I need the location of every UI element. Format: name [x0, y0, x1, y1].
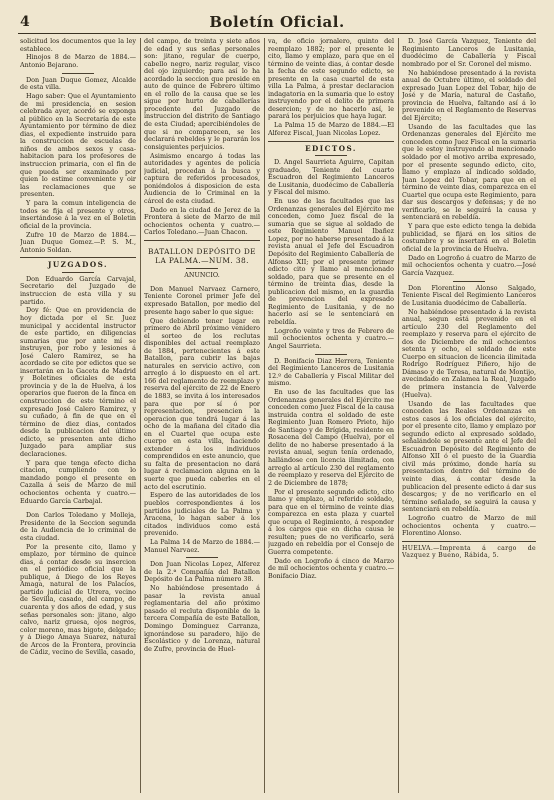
- signature-line: La Palma 15 de Marzo de 1884.—El Alferez Fiscal, Juan Nicolas Lopez.: [268, 121, 394, 137]
- page-title: Boletín Oficial.: [209, 13, 345, 31]
- notice-heading: Don Manuel Narvaez Carnero, Teniente Coronel primer Jefe del expresado Batallon, por medio del presente hago saber lo que sigue:: [144, 284, 260, 316]
- paragraph: No habiéndose presentado á la revista anual de Octubre último, el soldado del expresado Juan Lopez del Tobar, hijo de José y de María, natural de Castaño, provincia de Huelva, faltando así á lo prevenido en el Reglamento de Reservas del Ejército;: [402, 68, 536, 122]
- paragraph: va, de oficio jornalero, quinto del reemplazo 1882; por el presente le cito, llamo y emplazo, para que en el término de veinte dias, á contar desde la fecha de este segundo edicto, se presente en la casa cuartel de esta villa La Palma, á prestar declaracion indagatoria en la sumaria que lo estoy instruyendo por el delito de primera desercion; y de no hacerlo así, le parará los perjuicios que haya lugar.: [268, 38, 394, 121]
- signature-line: La Palma 14 de Marzo de 1884.—Manuel Narvaez.: [144, 538, 260, 554]
- section-rule: [186, 557, 218, 558]
- signature-line: Logroño cuatro de Marzo de mil ochocientos ochenta y cuatro.—Florentino Alonso.: [402, 514, 536, 538]
- announcement-title: ANUNCIO.: [184, 271, 220, 279]
- notice-heading: Don Eduardo García Carvajal, Secretario del Juzgado de instruccion de esta villa y su partido.: [20, 274, 136, 306]
- section-heading-batallon: BATALLON DEPÓSITO DE LA PALMA.—NUM. 38.: [148, 247, 256, 265]
- paragraph: Y para que este edicto tenga la debida publicidad, se fijará en los sitios de costumbre y se insertará en el Boletin oficial de la provincia de Huelva.: [402, 222, 536, 253]
- section-rule: [62, 508, 94, 509]
- section-rule: [268, 141, 394, 142]
- paragraph: No habiéndose presentado á pasar la revista anual reglamentaria del año próximo pasado el recluta disponible de la tercera Compañía de este Batallon, Domingo Dominguez Carranza, ignorándose su paradero, hijo de Escolástico y de Lorenza, natural de Zufre, provincia de Huel-: [144, 584, 260, 653]
- section-rule: [62, 272, 94, 273]
- paragraph: Doy fé: Que en providencia de hoy dictada por el Sr. Juez municipal y accidental instructor de este partido, en diligencias sumarias que por ante mí se instruyen, por robo y lesiones á José Calero Ramirez, se ha acordado se cite por edictos que se insertarán en la Gaceta de Madrid y Boletines oficiales de esta provincia y de la de Huelva, á los operarios que fueron de la finca en construccion de este término el expresado José Calero Ramirez, y su cuñado, á fin de que en el término de diez dias, contados desde la publicacion del último edicto, se presenten ante dicho Juzgado para ampliar sus declaraciones.: [20, 306, 136, 458]
- paragraph: En uso de las facultades que las Ordenanzas generales del Ejército me conceden como Juez Fiscal de la causa instruida contra el soldado de este Regimiento Juan Romero Prieto, hijo de Santiago y de Brígida, residente en Rosacena del Campo (Huelva), por el delito de no haberse presentado á la revista anual, segun tenía ordenado, hallándose con licencia ilimitada, con arreglo al artículo 230 del reglamento de reemplazo y reserva del Ejército de 2 de Diciembre de 1878;: [268, 388, 394, 487]
- signature-line: Dado en Logroño á cuatro de Marzo de mil ochocientos ochenta y cuatro.—José García Vazquez.: [402, 253, 536, 277]
- section-rule: [186, 268, 218, 269]
- paragraph: Usando de las facultades que las Ordenanzas generales del Ejército me conceden como Juez Fiscal en la sumaria que le estoy instruyendo al mencionado soldado por el motivo arriba expresado, por el presente segundo edicto, cito, llamo y emplazo al indicado soldado, Juan Lopez del Tobar, para que en el término de veinte dias, comparezca en el Cuartel que ocupa este Regimiento, para dar sus descargos y defensas; y de no verificarlo, se le seguirá la causa y sentenciará en rebeldía.: [402, 122, 536, 222]
- paragraph: En uso de las facultades que las Ordenanzas generales del Ejército me conceden, como Juez fiscal de la sumaria que se sigue al soldado de este Regimiento Manuel Ibañez Lopez, por no haberse presentado á la revista anual el Jefe del Escuadron Depósito del Regimiento Caballería de Alfonso XII; por el presente primer edicto cito y llamo al mencionado soldado, para que se presente en el término de treinta dias, desde la publicacion del mismo, en la guardia de prevencion del expresado Regimiento de Lusitania, y de no hacerlo así se le sentenciará en rebeldía.: [268, 197, 394, 326]
- paragraph: Por la presente cito, llamo y emplazo, por término de quince dias, á contar desde su insercion en el periódico oficial que la publique, á Diego de los Reyes Amaga, natural de los Palacios, partido judicial de Utrera, vecino de Sevilla, casado, del campo, de cuarenta y dos años de edad, y sus señas personales son: jitano, algo calvo, nariz gruesa, ojos negros, color moreno, mas bigote, delgado; y á Diego Amaya Suarez, natural de Arcos de la Frontera, provincia de Cádiz, vecino de Sevilla, casado,: [20, 542, 136, 657]
- signature-line: Hinojos 8 de Marzo de 1884.—Antonio Bejarano.: [20, 53, 136, 70]
- section-rule: [62, 73, 94, 74]
- notice-heading: D. Angel Saurrieta Aguirre, Capitan graduado, Teniente del cuarto Escuadron del Regimiento Lanceros de Lusitania, duodécimo de Caballería y Fiscal del mismo.: [268, 158, 394, 197]
- signature-line: Logroño veinte y tres de Febrero de mil ochocientos ochenta y cuatro.—Angel Saurrieta.: [268, 326, 394, 350]
- section-rule: [20, 257, 136, 258]
- column-divider: [264, 38, 265, 793]
- paragraph: Y para que tenga efecto dicha citacion, cumpliendo con lo mandado pongo el presente en Cazalla á seis de Marzo de mil ochocientos ochenta y cuatro.—Eduardo García Carbajal.: [20, 458, 136, 505]
- paragraph: Que debiendo tener lugar en primero de Abril próximo venidero el sorteo de los reclutas disponibles del actual reemplazo de 1884, pertenecientes á este Batallon, para cubrir las bajas naturales en servicio activo, con arreglo á lo dispuesto en el art. 166 del reglamento de reemplazo y reserva del ejército de 22 de Enero de 1883, se invita á los interesados para que por sí ó por representacion, presencien la operacion que tendrá lugar á las ocho de la mañana del citado dia en el Cuartel que ocupa este cuerpo en esta villa, haciendo extender á los individuos comprendidos en este anuncio, que su falta de presentacion no dará lugar á reclamacion alguna en la suerte que pueda caberles en el acto del escrutinio.: [144, 316, 260, 491]
- section-rule: [402, 541, 536, 542]
- section-heading-juzgados: JUZGADOS.: [47, 260, 109, 270]
- paragraph: del campo, de treinta y siete años de edad y sus señas personales son: jitano, regular de cuerpo, cabello negro, nariz regular, visco del ojo izquierdo; para así lo ha acordado la seccion que preside en auto de quince de Febrero último en el rollo de la causa que se les sigue por hurto de caballerías procedente del Juzgado de instruccion del distrito de Santiago de esta Ciudad; apercibiéndoles de que si no comparecen, se les declarará rebeldes y le pararán los consiguientes perjuicios.: [144, 38, 260, 151]
- section-heading-edictos: EDICTOS.: [305, 143, 357, 153]
- header-rule: [18, 33, 536, 34]
- section-rule: [144, 240, 260, 241]
- paragraph: solicitud los documentos que la ley establece.: [20, 38, 136, 53]
- signature-line: Zufre 10 de Marzo de 1884.—Juan Duque Gomez.—P. S. M., Antonio Soldan.: [20, 230, 136, 254]
- section-rule: [315, 354, 347, 355]
- page-number: 4: [20, 14, 30, 30]
- notice-heading: Don Carlos Toledano y Molleja, Presidente de la Seccion segunda de la Audiencia de lo criminal de esta ciudad.: [20, 511, 136, 542]
- notice-heading: D. Bonifacio Diaz Herrera, Teniente del Regimiento Lanceros de Lusitania 12.º de Caballería y Fiscal Militar del mismo.: [268, 356, 394, 388]
- printer-imprint: HUELVA.—Imprenta á cargo de Vazquez y Bueno, Rábida, 5.: [402, 544, 536, 560]
- paragraph: No habiéndose presentado á la revista anual, segun está prevenido en el artículo 230 del Reglamento del reemplazo y reserva para el ejército de dos de Diciembre de mil ochocientos setenta y ocho, el soldado de este Cuerpo en situacion de licencia ilimitada Rodrigo Rodríguez Piñero, hijo de Dámaso y de Teresa, natural de Montijo, avecindado en Zalamea la Real, Juzgado de primera instancia de Valverde (Huelva).: [402, 307, 536, 399]
- column-divider: [140, 38, 141, 793]
- column-2: [144, 38, 260, 790]
- column-divider: [398, 38, 399, 793]
- column-4: [402, 38, 536, 790]
- paragraph: Por el presente segundo edicto, cito llamo y emplazo, al referido soldado, para que en el término de veinte dias comparezca en esta plaza y cuartel que ocupa el Regimiento, á responder á los cargos que en dicha causa le resulten; pues de no verificarlo, será juzgado en rebeldía por el Consejo de Guerra competente.: [268, 487, 394, 556]
- paragraph: Y para la comun inteligencia de todos se fija el presente y otros, insertándose á la vez en el Boletin oficial de la provincia.: [20, 199, 136, 230]
- paragraph: Espero de las autoridades de los pueblos correspondientes á los partidos judiciales de La Palma y Aracena, lo hagan saber á los citados individuos como está prevenido.: [144, 491, 260, 538]
- signature-line: Dado en Logroño á cinco de Marzo de mil ochocientos ochenta y cuatro.—Bonifacio Diaz.: [268, 556, 394, 580]
- paragraph: Asimismo encargo á todas las autoridades y agentes de policía judicial, procedan á la busca y captura de referidos procesados, poniéndolos á disposicion de esta Audiencia de lo Criminal en la cárcel de esta ciudad.: [144, 151, 260, 205]
- notice-heading: D. José García Vazquez, Teniente del Regimiento Lanceros de Lusitania, duodécimo de Caballería y Fiscal nombrado por el Sr. Coronel del mismo.: [402, 38, 536, 68]
- notice-heading: Don Florentino Alonso Salgado, Teniente Fiscal del Regimiento Lanceros de Lusitania duodécimo de Caballería.: [402, 283, 536, 307]
- column-3: [268, 38, 394, 790]
- column-1: [20, 38, 136, 790]
- paragraph: Hago saber: Que el Ayuntamiento de mi presidencia, en sesion celebrada ayer, acordó se exponga al público en la Secretaría de este Ayuntamiento por término de diez dias, el expediente instruido para la construccion de escuelas de niños de ambos sexos y casa-habitacion para los profesores de instruccion primaria, con el fin de que pueda ser examinado por quien lo estime conveniente y oir las reclamaciones que se presenten.: [20, 92, 136, 199]
- notice-heading: Don Juan Nicolas Lopez, Alferez de la 2.ª Compañía del Batallon Depósito de La Palma número 38.: [144, 560, 260, 584]
- paragraph: Usando de las facultades que conceden las Reales Ordenanzas en estos casos á los oficiales del ejército, por el presente cito, llamo y emplazo por segundo edicto al expresado soldado, señalándole se presente ante el Jefe del Escuadron Depósito del Regimiento de Alfonso XII ó el puesto de la Guardia civil más próximo, donde haría su presentacion dentro del término de veinte dias, á contar desde la publicacion del presente edicto á dar sus descargos; y de no verificarlo en el término señalado, se seguirá la causa y sentenciará en rebeldía.: [402, 399, 536, 514]
- section-rule: [453, 281, 485, 282]
- section-rule: [315, 155, 347, 156]
- signature-line: Dado en la ciudad de Jerez de la Frontera á siete de Marzo de mil ochocientos ochenta y cuatro.—Carlos Toledano.—Juan Chacon.: [144, 205, 260, 237]
- notice-heading: Don Juan Duque Gomez, Alcalde de esta villa.: [20, 75, 136, 92]
